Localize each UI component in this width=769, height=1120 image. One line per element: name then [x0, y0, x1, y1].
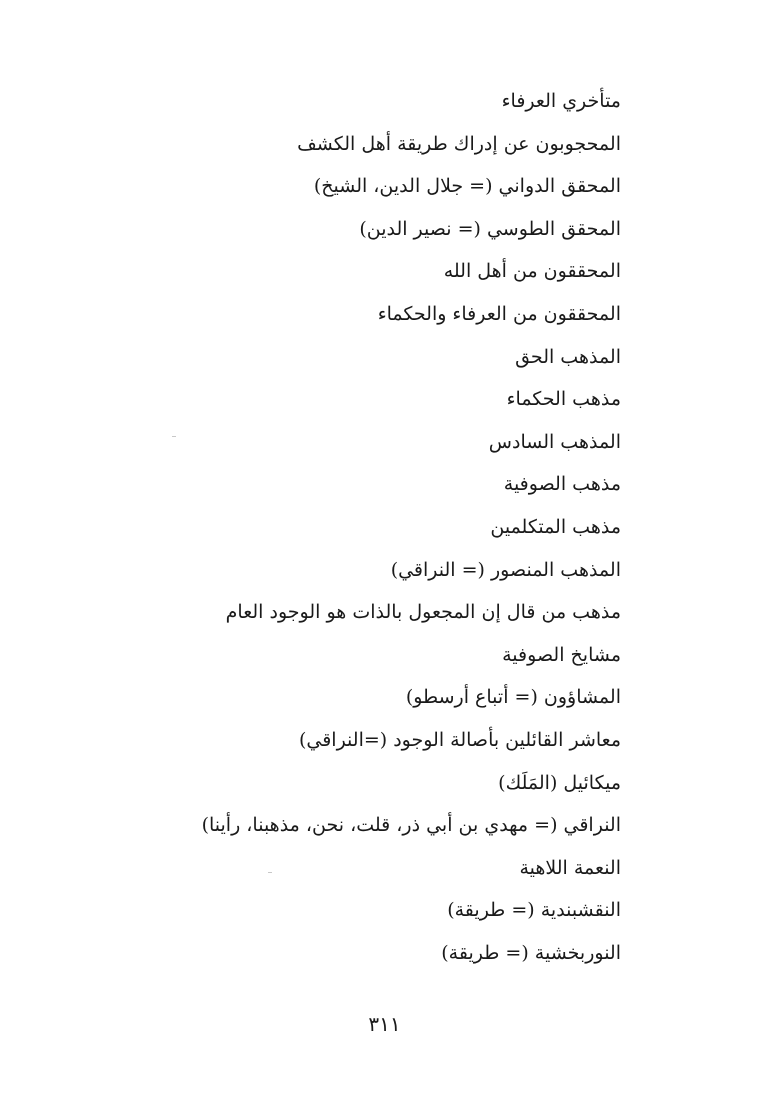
index-entry: مذهب الصوفية — [503, 473, 621, 496]
index-entry: مذهب من قال إن المجعول بالذات هو الوجود العام — [225, 601, 621, 624]
index-entry: مذهب المتكلمين — [490, 515, 621, 538]
index-entry: ميكائيل (المَلَك) — [498, 771, 621, 794]
index-entries-list — [141, 80, 621, 974]
index-entry: النراقي (= مهدي بن أبي ذر، قلت، نحن، مذهبنا، رأينا) — [201, 814, 621, 837]
page-number: ٣١١ — [368, 1012, 401, 1036]
index-entry: معاشر القائلين بأصالة الوجود (=النراقي) — [298, 728, 621, 751]
index-entry: مشايخ الصوفية — [502, 643, 621, 666]
index-entry: المذهب الحق — [515, 345, 621, 368]
index-entry: المحقق الطوسي (= نصير الدين) — [359, 217, 621, 240]
scan-speck — [172, 436, 176, 437]
index-entry: المذهب السادس — [488, 430, 621, 453]
index-entry: المحجوبون عن إدراك طريقة أهل الكشف — [297, 132, 621, 155]
index-entry: المحققون من العرفاء والحكماء — [377, 302, 621, 325]
index-entry: متأخري العرفاء — [501, 90, 621, 112]
index-entry: المحقق الدواني (= جلال الدين، الشيخ) — [313, 175, 621, 198]
index-entry: النقشبندية (= طريقة) — [447, 899, 621, 922]
index-entry: مذهب الحكماء — [506, 388, 621, 411]
index-entry: النوربخشية (= طريقة) — [441, 941, 621, 964]
scan-speck — [268, 872, 272, 873]
index-entry: المذهب المنصور (= النراقي) — [390, 558, 621, 581]
index-entry: المحققون من أهل الله — [443, 260, 621, 283]
index-entry: المشاؤون (= أتباع أرسطو) — [405, 686, 621, 709]
index-entry: النعمة اللاهية — [519, 856, 621, 879]
